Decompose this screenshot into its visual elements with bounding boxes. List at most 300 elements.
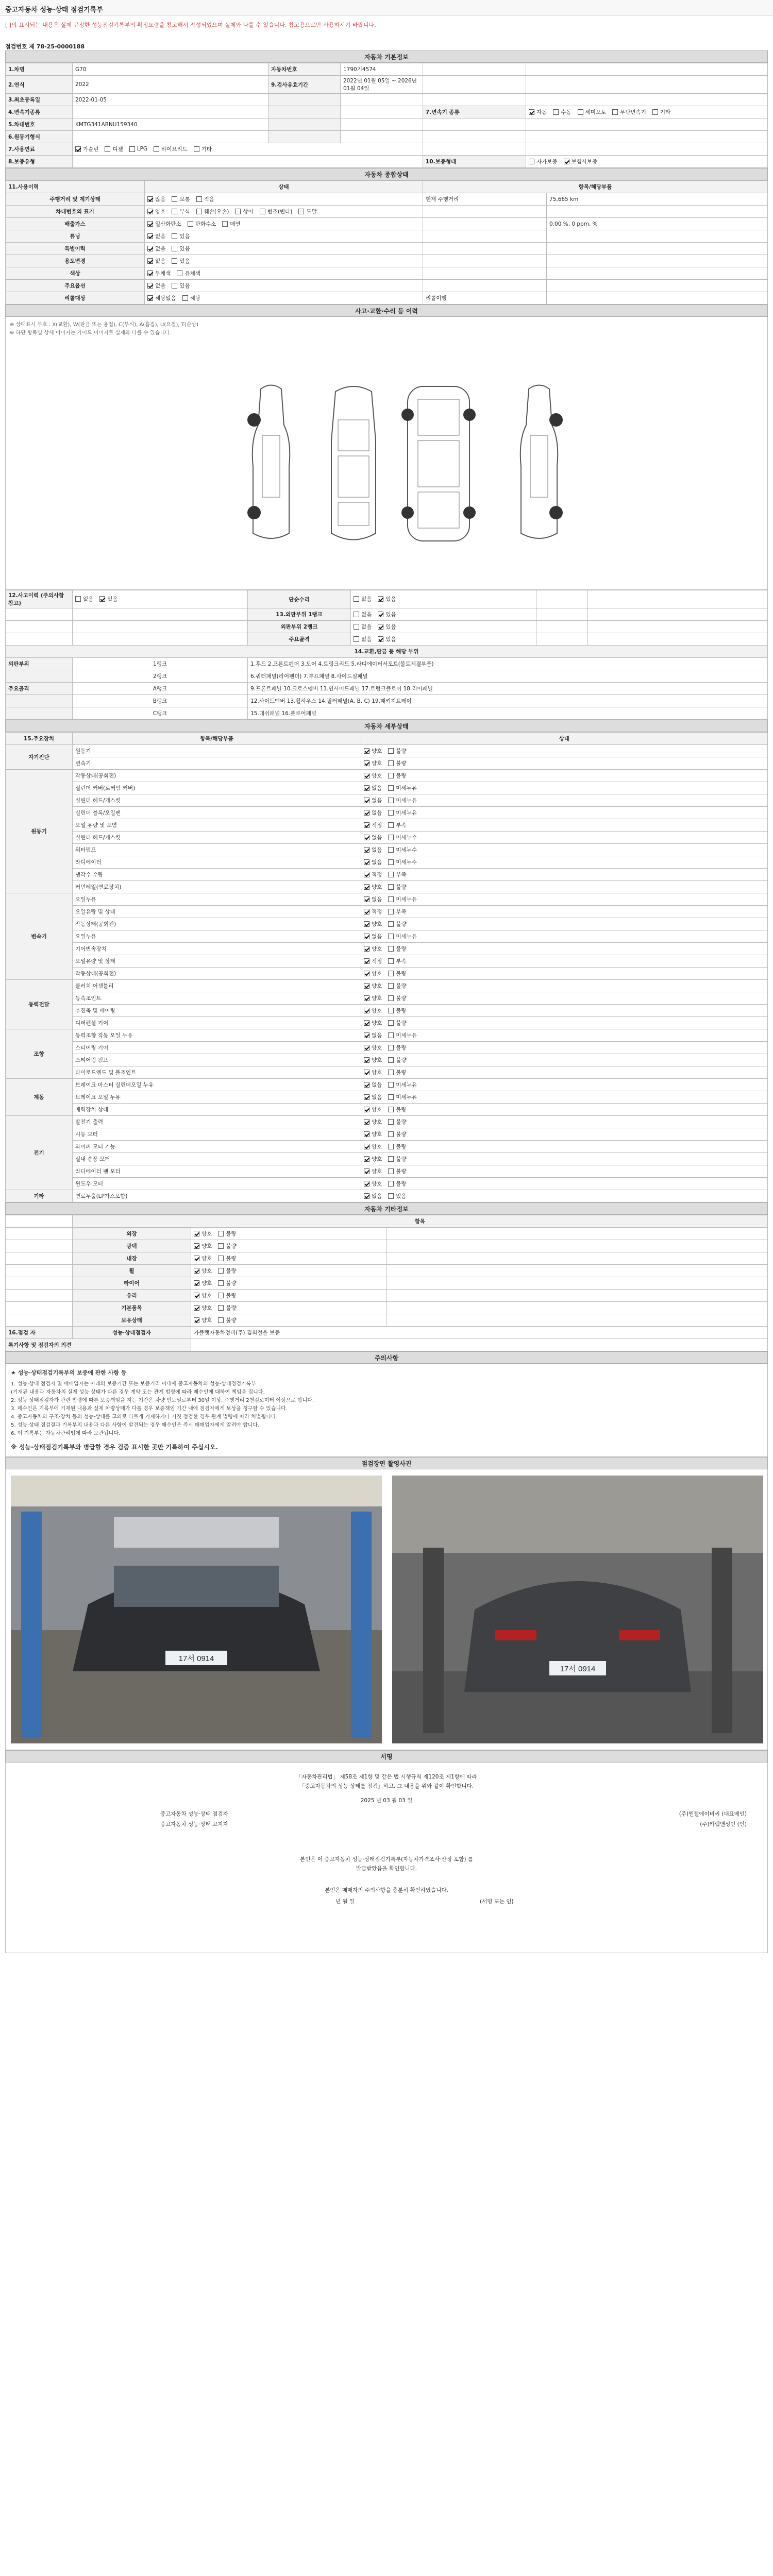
checkbox-option[interactable] <box>388 1081 417 1089</box>
checkbox-option[interactable] <box>364 920 382 928</box>
checkbox-option[interactable] <box>388 970 406 977</box>
checkbox-option[interactable] <box>147 245 165 252</box>
checkbox-option[interactable] <box>364 1118 382 1126</box>
rear-plate: 17서 0914 <box>560 1665 596 1673</box>
checkbox-icon[interactable] <box>388 847 394 853</box>
checkbox-option[interactable] <box>652 108 670 116</box>
checkbox-option[interactable] <box>529 108 547 116</box>
checkbox-option[interactable] <box>388 1044 406 1052</box>
checkbox-option[interactable] <box>194 1279 212 1287</box>
cell <box>73 608 248 621</box>
checkbox-icon[interactable] <box>388 958 394 964</box>
checkbox-icon[interactable] <box>105 146 110 152</box>
checkbox-option[interactable] <box>388 908 406 916</box>
checkbox-icon[interactable] <box>388 1168 394 1174</box>
checkbox-option[interactable] <box>378 611 396 618</box>
checkbox-icon[interactable] <box>388 995 394 1001</box>
checkbox-icon[interactable] <box>147 221 153 227</box>
checkbox-icon[interactable] <box>364 1107 369 1112</box>
checkbox-icon[interactable] <box>222 221 228 227</box>
checkbox-option[interactable] <box>388 1192 406 1200</box>
checkbox-icon[interactable] <box>388 1131 394 1137</box>
checkbox-icon[interactable] <box>196 209 202 214</box>
checkbox-label: 양호 <box>372 1143 382 1150</box>
checkbox-option[interactable] <box>354 611 372 618</box>
checkbox-option[interactable] <box>129 146 147 152</box>
checkbox-icon[interactable] <box>147 270 153 276</box>
cell <box>268 106 341 118</box>
checkbox-icon[interactable] <box>194 1268 199 1274</box>
checkbox-option[interactable] <box>364 1167 382 1175</box>
checkbox-option[interactable] <box>147 220 181 228</box>
checkbox-label: 미세누수 <box>396 859 417 866</box>
checkbox-icon[interactable] <box>388 896 394 902</box>
checkbox-icon[interactable] <box>147 283 153 289</box>
checkbox-option[interactable] <box>354 623 372 631</box>
checkbox-icon[interactable] <box>378 636 383 642</box>
checkbox-icon[interactable] <box>388 785 394 791</box>
checkbox-option[interactable] <box>147 294 176 302</box>
checkbox-option[interactable] <box>388 1180 406 1188</box>
checkbox-option[interactable] <box>147 232 165 240</box>
checkbox-icon[interactable] <box>388 946 394 952</box>
checkbox-icon[interactable] <box>388 1045 394 1050</box>
checkbox-icon[interactable] <box>218 1256 224 1261</box>
checkbox-icon[interactable] <box>564 159 569 164</box>
checkbox-option[interactable] <box>194 1230 212 1238</box>
checkbox-option[interactable] <box>578 108 607 116</box>
checkbox-icon[interactable] <box>147 295 153 301</box>
checkbox-option[interactable] <box>75 595 93 603</box>
checkbox-label: 무채색 <box>155 270 171 277</box>
checkbox-option[interactable] <box>75 145 98 153</box>
checkbox-option[interactable] <box>364 883 382 891</box>
checkbox-option[interactable] <box>364 970 382 977</box>
checkbox-icon[interactable] <box>364 748 369 754</box>
checkbox-icon[interactable] <box>388 1057 394 1063</box>
checkbox-label: 양호 <box>372 995 382 1002</box>
checkbox-option[interactable] <box>388 1056 406 1064</box>
checkbox-icon[interactable] <box>364 1144 369 1149</box>
checkbox-option[interactable] <box>388 1031 417 1039</box>
checkbox-label: 불량 <box>396 982 407 989</box>
checkbox-option[interactable] <box>364 1044 382 1052</box>
checkbox-icon[interactable] <box>388 773 394 778</box>
checkbox-option[interactable] <box>364 809 382 817</box>
checkbox-icon[interactable] <box>364 1045 369 1050</box>
cell: 16.점검 자 <box>6 1327 73 1339</box>
checkbox-icon[interactable] <box>354 624 359 630</box>
checkbox-option[interactable] <box>364 1130 382 1138</box>
checkbox-option[interactable] <box>364 796 382 804</box>
checkbox-option[interactable] <box>194 1316 212 1324</box>
checkbox-icon[interactable] <box>388 1107 394 1112</box>
checkbox-icon[interactable] <box>388 934 394 939</box>
checkbox-icon[interactable] <box>218 1243 224 1249</box>
checkbox-icon[interactable] <box>388 1156 394 1162</box>
cell <box>526 118 768 131</box>
checkbox-option[interactable] <box>147 282 165 290</box>
checkbox-icon[interactable] <box>388 1119 394 1125</box>
checkbox-icon[interactable] <box>172 196 177 202</box>
checkbox-icon[interactable] <box>553 109 559 115</box>
checkbox-icon[interactable] <box>388 1181 394 1187</box>
checkbox-option[interactable] <box>218 1267 236 1275</box>
checkbox-option[interactable] <box>194 1304 212 1312</box>
checkbox-option[interactable] <box>388 994 406 1002</box>
checkbox-icon[interactable] <box>260 209 265 214</box>
checkbox-icon[interactable] <box>364 983 369 989</box>
checkbox-option[interactable] <box>388 883 406 891</box>
checkbox-option[interactable] <box>364 1081 382 1089</box>
checkbox-icon[interactable] <box>364 822 369 828</box>
checkbox-option[interactable] <box>147 208 165 215</box>
checkbox-option[interactable] <box>364 1056 382 1064</box>
cell <box>526 94 768 106</box>
checkbox-icon[interactable] <box>388 835 394 840</box>
checkbox-option[interactable] <box>235 208 253 215</box>
checkbox-icon[interactable] <box>652 109 658 115</box>
checkbox-option[interactable] <box>388 784 417 792</box>
checkbox-option[interactable] <box>354 635 372 643</box>
cell: 주요골격 <box>6 683 73 695</box>
checkbox-icon[interactable] <box>388 1020 394 1026</box>
checkbox-option[interactable] <box>260 208 293 215</box>
checkbox-icon[interactable] <box>388 971 394 976</box>
checkbox-icon[interactable] <box>388 909 394 914</box>
checkbox-option[interactable] <box>564 158 598 165</box>
checkbox-icon[interactable] <box>364 1020 369 1026</box>
checkbox-option[interactable] <box>99 595 117 603</box>
checkbox-icon[interactable] <box>147 246 153 251</box>
checkbox-icon[interactable] <box>194 1305 199 1311</box>
checkbox-icon[interactable] <box>612 109 618 115</box>
checkbox-option[interactable] <box>612 108 646 116</box>
checkbox-option[interactable] <box>388 834 417 841</box>
checkbox-icon[interactable] <box>378 612 383 617</box>
checkbox-icon[interactable] <box>218 1231 224 1236</box>
checkbox-icon[interactable] <box>194 1317 199 1323</box>
checkbox-icon[interactable] <box>388 810 394 816</box>
checkbox-option[interactable] <box>364 759 382 767</box>
checkbox-icon[interactable] <box>364 1094 369 1100</box>
checkbox-icon[interactable] <box>388 872 394 877</box>
cell: 항목/해당부품 <box>73 733 361 745</box>
checkbox-option[interactable] <box>194 145 212 153</box>
checkbox-icon[interactable] <box>388 1070 394 1075</box>
checkbox-option[interactable] <box>147 257 165 265</box>
checkbox-option[interactable] <box>172 208 190 215</box>
checkbox-icon[interactable] <box>364 810 369 816</box>
checkbox-option[interactable] <box>388 821 406 829</box>
checkbox-option[interactable] <box>172 282 190 290</box>
checkbox-option[interactable] <box>388 1155 406 1163</box>
checkbox-option[interactable] <box>364 1192 382 1200</box>
checkbox-icon[interactable] <box>298 209 304 214</box>
checkbox-icon[interactable] <box>364 946 369 952</box>
cell: A랭크 <box>73 683 248 695</box>
checkbox-option[interactable] <box>172 245 190 252</box>
checkbox-icon[interactable] <box>364 1070 369 1075</box>
checkbox-icon[interactable] <box>364 773 369 778</box>
checkbox-option[interactable] <box>364 908 382 916</box>
checkbox-option[interactable] <box>388 759 406 767</box>
checkbox-option[interactable] <box>529 158 558 165</box>
checkbox-option[interactable] <box>172 257 190 265</box>
checkbox-icon[interactable] <box>378 596 383 602</box>
checkbox-label: 양호 <box>372 1020 382 1026</box>
checkbox-option[interactable] <box>388 809 417 817</box>
checkbox-icon[interactable] <box>364 1193 369 1199</box>
checkbox-option[interactable] <box>388 1093 417 1101</box>
checkbox-label: 없음 <box>372 809 382 816</box>
checkbox-icon[interactable] <box>218 1293 224 1298</box>
checkbox-icon[interactable] <box>388 983 394 989</box>
checkbox-option[interactable] <box>388 846 417 854</box>
checkbox-icon[interactable] <box>129 146 135 152</box>
checkbox-option[interactable] <box>388 1167 406 1175</box>
checkbox-icon[interactable] <box>364 995 369 1001</box>
checkbox-icon[interactable] <box>182 295 188 301</box>
checkbox-option[interactable] <box>388 1106 406 1113</box>
checkbox-option[interactable] <box>364 1069 382 1076</box>
checkbox-option[interactable] <box>364 982 382 990</box>
checkbox-icon[interactable] <box>188 221 193 227</box>
checkbox-option[interactable] <box>388 796 417 804</box>
checkbox-icon[interactable] <box>194 1243 199 1249</box>
checkbox-option[interactable] <box>364 846 382 854</box>
checkbox-icon[interactable] <box>154 146 159 152</box>
checkbox-option[interactable] <box>378 595 396 603</box>
checkbox-option[interactable] <box>218 1279 236 1287</box>
checkbox-icon[interactable] <box>354 612 359 617</box>
checkbox-option[interactable] <box>364 895 382 903</box>
checkbox-icon[interactable] <box>218 1268 224 1274</box>
checkbox-option[interactable] <box>147 269 171 277</box>
checkbox-option[interactable] <box>364 871 382 878</box>
checkbox-icon[interactable] <box>364 896 369 902</box>
checkbox-option[interactable] <box>194 1255 212 1262</box>
checkbox-icon[interactable] <box>147 196 153 202</box>
detail-row <box>6 1153 768 1165</box>
checkbox-icon[interactable] <box>364 934 369 939</box>
checkbox-icon[interactable] <box>529 159 534 164</box>
checkbox-icon[interactable] <box>388 798 394 803</box>
checkbox-option[interactable] <box>364 1106 382 1113</box>
checkbox-option[interactable] <box>218 1292 236 1299</box>
checkbox-icon[interactable] <box>388 859 394 865</box>
checkbox-option[interactable] <box>188 220 216 228</box>
checkbox-option[interactable] <box>388 895 417 903</box>
checkbox-option[interactable] <box>194 1267 212 1275</box>
checkbox-icon[interactable] <box>388 1094 394 1100</box>
checkbox-icon[interactable] <box>172 209 177 214</box>
checkbox-option[interactable] <box>354 595 372 603</box>
checkbox-icon[interactable] <box>172 246 177 251</box>
cell <box>387 1277 768 1290</box>
checkbox-icon[interactable] <box>364 872 369 877</box>
checkbox-option[interactable] <box>364 933 382 940</box>
checkbox-icon[interactable] <box>364 1008 369 1013</box>
checkbox-option[interactable] <box>388 871 406 878</box>
checkbox-option[interactable] <box>182 294 200 302</box>
checkbox-option[interactable] <box>378 623 396 631</box>
checkbox-label: 없음 <box>372 1081 382 1088</box>
checkbox-icon[interactable] <box>364 847 369 853</box>
checkbox-icon[interactable] <box>388 884 394 890</box>
checkbox-icon[interactable] <box>388 1008 394 1013</box>
checkbox-option[interactable] <box>196 208 229 215</box>
checkbox-icon[interactable] <box>388 921 394 927</box>
checkbox-option[interactable] <box>364 1180 382 1188</box>
checkbox-option[interactable] <box>218 1255 236 1262</box>
checkbox-icon[interactable] <box>364 921 369 927</box>
checkbox-icon[interactable] <box>218 1280 224 1286</box>
cell: 2022-01-05 <box>73 94 268 106</box>
checkbox-label: 불량 <box>396 1007 407 1014</box>
checkbox-icon[interactable] <box>364 1168 369 1174</box>
checkbox-option[interactable] <box>364 834 382 841</box>
checkbox-option[interactable] <box>364 1031 382 1039</box>
cell <box>547 267 768 280</box>
checkbox-icon[interactable] <box>172 233 177 239</box>
checkbox-icon[interactable] <box>388 1193 394 1199</box>
checkbox-icon[interactable] <box>364 1032 369 1038</box>
checkbox-icon[interactable] <box>364 958 369 964</box>
checkbox-option[interactable] <box>364 1007 382 1014</box>
checkbox-option[interactable] <box>388 933 417 940</box>
checkbox-icon[interactable] <box>172 258 177 264</box>
checkbox-icon[interactable] <box>99 596 105 602</box>
checkbox-option[interactable] <box>388 1130 406 1138</box>
checkbox-cell <box>191 1228 387 1240</box>
checkbox-icon[interactable] <box>147 258 153 264</box>
checkbox-icon[interactable] <box>364 785 369 791</box>
checkbox-option[interactable] <box>218 1230 236 1238</box>
checkbox-option[interactable] <box>364 1155 382 1163</box>
checkbox-option[interactable] <box>154 145 188 153</box>
checkbox-option[interactable] <box>378 635 396 643</box>
checkbox-icon[interactable] <box>75 596 81 602</box>
checkbox-icon[interactable] <box>364 859 369 865</box>
cell: 2022 <box>73 76 268 94</box>
checkbox-option[interactable] <box>388 982 406 990</box>
checkbox-icon[interactable] <box>194 1231 199 1236</box>
checkbox-option[interactable] <box>177 269 200 277</box>
checkbox-option[interactable] <box>364 821 382 829</box>
checkbox-icon[interactable] <box>388 748 394 754</box>
checkbox-option[interactable] <box>364 747 382 755</box>
checkbox-icon[interactable] <box>196 196 202 202</box>
checkbox-icon[interactable] <box>364 884 369 890</box>
checkbox-icon[interactable] <box>364 835 369 840</box>
checkbox-option[interactable] <box>364 945 382 953</box>
checkbox-icon[interactable] <box>194 1256 199 1261</box>
checkbox-icon[interactable] <box>364 1156 369 1162</box>
checkbox-icon[interactable] <box>578 109 583 115</box>
checkbox-icon[interactable] <box>75 146 81 152</box>
checkbox-icon[interactable] <box>364 1131 369 1137</box>
checkbox-option[interactable] <box>388 1118 406 1126</box>
checkbox-option[interactable] <box>364 772 382 779</box>
checkbox-icon[interactable] <box>218 1305 224 1311</box>
checkbox-option[interactable] <box>218 1242 236 1250</box>
checkbox-icon[interactable] <box>147 209 153 214</box>
checkbox-option[interactable] <box>222 220 240 228</box>
checkbox-option[interactable] <box>364 957 382 965</box>
checkbox-icon[interactable] <box>529 109 534 115</box>
checkbox-option[interactable] <box>388 747 406 755</box>
checkbox-icon[interactable] <box>364 1082 369 1088</box>
checkbox-icon[interactable] <box>364 1057 369 1063</box>
checkbox-icon[interactable] <box>194 1293 199 1298</box>
sign-recv-sign[interactable]: (서명 또는 인) <box>480 1899 514 1905</box>
checkbox-icon[interactable] <box>388 1144 394 1149</box>
checkbox-option[interactable] <box>553 108 571 116</box>
checkbox-option[interactable] <box>196 195 214 203</box>
checkbox-option[interactable] <box>364 1019 382 1027</box>
checkbox-icon[interactable] <box>388 1082 394 1088</box>
checkbox-option[interactable] <box>388 957 406 965</box>
checkbox-icon[interactable] <box>364 1119 369 1125</box>
checkbox-option[interactable] <box>388 772 406 779</box>
checkbox-icon[interactable] <box>364 760 369 766</box>
checkbox-option[interactable] <box>388 920 406 928</box>
checkbox-icon[interactable] <box>388 1032 394 1038</box>
checkbox-option[interactable] <box>388 1019 406 1027</box>
checkbox-option[interactable] <box>105 145 123 153</box>
checkbox-icon[interactable] <box>218 1317 224 1323</box>
checkbox-icon[interactable] <box>364 1181 369 1187</box>
checkbox-icon[interactable] <box>354 636 359 642</box>
checkbox-option[interactable] <box>298 208 316 215</box>
checkbox-icon[interactable] <box>172 283 177 289</box>
checkbox-option[interactable] <box>147 195 165 203</box>
checkbox-icon[interactable] <box>194 146 199 152</box>
checkbox-icon[interactable] <box>364 798 369 803</box>
cell: 기타 <box>6 1190 73 1202</box>
checkbox-icon[interactable] <box>177 270 182 276</box>
checkbox-option[interactable] <box>364 1093 382 1101</box>
checkbox-option[interactable] <box>172 195 190 203</box>
checkbox-icon[interactable] <box>388 760 394 766</box>
checkbox-option[interactable] <box>388 1143 406 1150</box>
checkbox-option[interactable] <box>218 1316 236 1324</box>
checkbox-icon[interactable] <box>364 971 369 976</box>
checkbox-option[interactable] <box>218 1304 236 1312</box>
checkbox-cell <box>361 782 768 794</box>
checkbox-icon[interactable] <box>378 624 383 630</box>
checkbox-option[interactable] <box>388 1069 406 1076</box>
checkbox-option[interactable] <box>194 1242 212 1250</box>
checkbox-option[interactable] <box>388 858 417 866</box>
checkbox-option[interactable] <box>364 1143 382 1150</box>
checkbox-option[interactable] <box>194 1292 212 1299</box>
checkbox-label: 탄화수소 <box>195 221 216 227</box>
checkbox-icon[interactable] <box>388 822 394 828</box>
checkbox-icon[interactable] <box>235 209 241 214</box>
checkbox-icon[interactable] <box>147 233 153 239</box>
checkbox-icon[interactable] <box>354 596 359 602</box>
checkbox-option[interactable] <box>388 945 406 953</box>
checkbox-option[interactable] <box>364 994 382 1002</box>
checkbox-option[interactable] <box>388 1007 406 1014</box>
checkbox-icon[interactable] <box>194 1280 199 1286</box>
checkbox-option[interactable] <box>172 232 190 240</box>
checkbox-option[interactable] <box>364 858 382 866</box>
checkbox-option[interactable] <box>364 784 382 792</box>
checkbox-icon[interactable] <box>364 909 369 914</box>
